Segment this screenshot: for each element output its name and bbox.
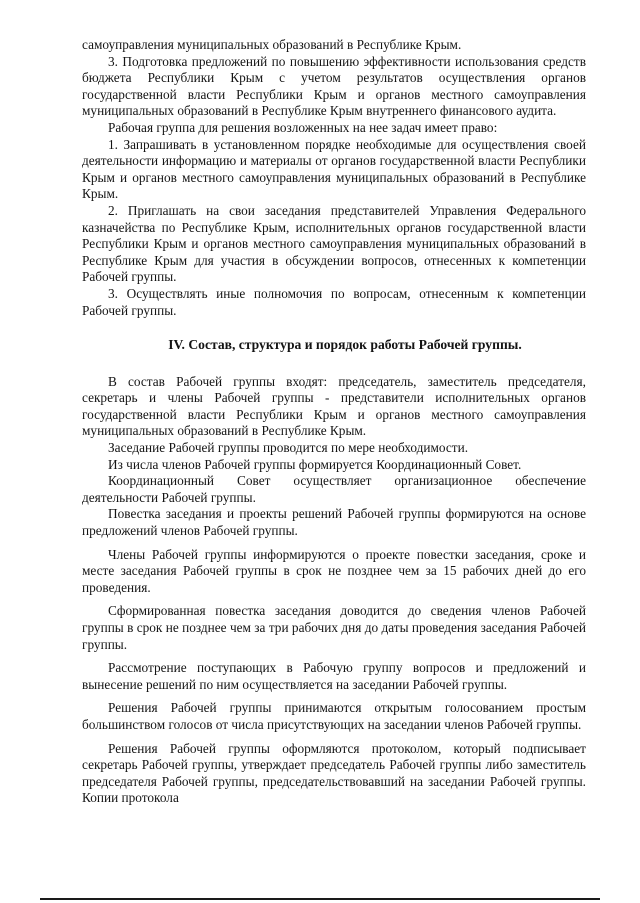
document-page [82,37,586,807]
paragraph-rights-intro: Рабочая группа для решения возложенных на нее задач имеет право: [108,119,498,135]
paragraph-right-2: 2. Приглашать на свои заседания представителей Управления Федерального казначейства по Республике Крым, исполнительных органов государственной власти Республики Крым и органов местного самоуправления муниципальных образований в Республике Крым для участия в обсуждении вопросов, отнесенных к компетенции Рабочей группы. [82,202,586,285]
paragraph-meeting-frequency: Заседание Рабочей группы проводится по мере необходимости. [108,440,469,456]
paragraph-item-3: 3. Подготовка предложений по повышению эффективности использования средств бюджета Республики Крым с учетом результатов осуществления органов государственной власти Республики Крым и органов местного самоуправления муниципальных образований в Республике Крым внутреннего финансового аудита. [82,53,586,119]
paragraph-council-role: Координационный Совет осуществляет организационное обеспечение деятельности Рабочей группы. [82,473,586,505]
section-heading: IV. Состав, структура и порядок работы Рабочей группы. [168,337,522,353]
paragraph-member-notice: Члены Рабочей группы информируются о проекте повестки заседания, сроке и месте заседания Рабочей группы в срок не позднее чем за 15 рабочих дней до его проведения. [82,546,586,595]
paragraph-consideration: Рассмотрение поступающих в Рабочую группу вопросов и предложений и вынесение решений по ним осуществляется на заседании Рабочей группы. [82,660,586,692]
paragraph-coordination-council: Из числа членов Рабочей группы формируется Координационный Совет. [108,456,522,472]
paragraph-right-3: 3. Осуществлять иные полномочия по вопросам, отнесенным к компетенции Рабочей группы. [82,285,586,318]
paragraph-protocol: Решения Рабочей группы оформляются протоколом, который подписывает секретарь Рабочей группы, утверждает председатель Рабочей группы либо заместитель председателя Рабочей группы, председательствовавший на заседании Рабочей группы. Копии протокола [82,740,586,806]
page-bottom-rule [40,898,600,900]
paragraph-right-1: 1. Запрашивать в установленном порядке необходимые для осуществления своей деятельности информацию и материалы от органов государственной власти Республики Крым и органов местного самоуправления муниципальных образований в Республике Крым. [82,136,586,202]
paragraph-composition: В состав Рабочей группы входят: председатель, заместитель председателя, секретарь и члены Рабочей группы - представители исполнительных органов государственной власти Республики Крым и органов местного самоуправления муниципальных образований в Республике Крым. [82,373,586,439]
paragraph-continued: самоуправления муниципальных образований в Республике Крым. [82,37,462,52]
paragraph-agenda-delivery: Сформированная повестка заседания доводится до сведения членов Рабочей группы в срок не позднее чем за три рабочих дня до даты проведения заседания Рабочей группы. [82,603,586,652]
paragraph-agenda: Повестка заседания и проекты решений Рабочей группы формируются на основе предложений членов Рабочей группы. [82,506,586,539]
paragraph-decisions: Решения Рабочей группы принимаются открытым голосованием простым большинством голосов от числа присутствующих на заседании членов Рабочей группы. [82,700,586,732]
